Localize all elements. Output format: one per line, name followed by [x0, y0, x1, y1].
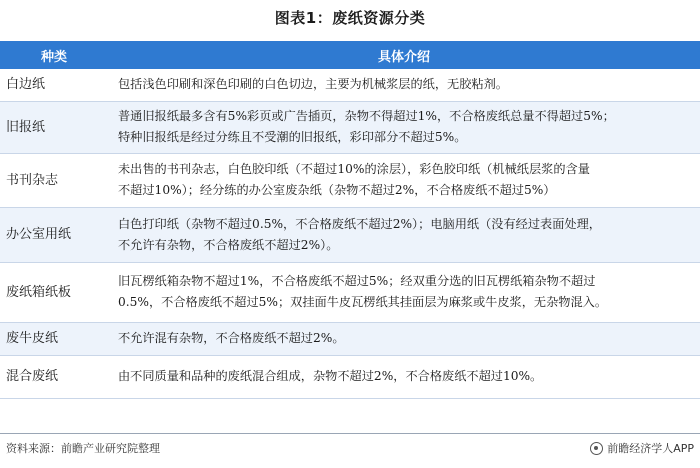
- description-line: 不超过10%）；经分练的办公室废杂纸（杂物不超过2%，不合格废纸不超过5%）: [118, 183, 556, 197]
- row-description: [108, 355, 700, 398]
- brand: [590, 440, 694, 456]
- row-kind: 废牛皮纸: [0, 322, 108, 355]
- description-line: 不允许混有杂物，不合格废纸不超过2%。: [118, 331, 345, 345]
- table-row: [0, 262, 700, 322]
- description-line: 特种旧报纸是经过分练且不受潮的旧报纸，彩印部分不超过5%。: [118, 130, 467, 144]
- table-row: [0, 355, 700, 398]
- table-row: [0, 322, 700, 355]
- description-line: 未出售的书刊杂志，白色胶印纸（不超过10%的涂层），彩色胶印纸（机械纸层浆的含量: [118, 162, 590, 176]
- row-description: [108, 153, 700, 207]
- brand-logo-icon: [590, 442, 603, 455]
- row-kind: 办公室用纸: [0, 207, 108, 262]
- description-line: 白色打印纸（杂物不超过0.5%，不合格废纸不超过2%）；电脑用纸（没有经过表面处理，: [118, 216, 601, 231]
- footer: [0, 433, 700, 468]
- row-kind: 废纸箱纸板: [0, 262, 108, 322]
- row-kind: 旧报纸: [0, 101, 108, 153]
- row-description: [108, 69, 700, 101]
- description-line: 0.5%，不合格废纸不超过5%；双挂面牛皮瓦楞纸其挂面层为麻浆或牛皮浆，无杂物混入。: [118, 295, 608, 309]
- header-kind: 种类: [0, 41, 108, 69]
- description-line: 包括浅色印刷和深色印刷的白色切边，主要为机械浆层的纸，无胶粘剂。: [118, 77, 508, 92]
- row-description: [108, 322, 700, 355]
- description-line: 普通旧报纸最多含有5%彩页或广告插页，杂物不得超过1%，不合格废纸总量不得超过5%；: [118, 109, 615, 123]
- table-row: [0, 207, 700, 262]
- row-kind: 书刊杂志: [0, 153, 108, 207]
- table-header-row: [0, 41, 700, 69]
- row-kind: 混合废纸: [0, 355, 108, 398]
- header-description: 具体介绍: [108, 41, 700, 69]
- row-description: [108, 262, 700, 322]
- table-row: [0, 69, 700, 101]
- table-row: [0, 153, 700, 207]
- chart-title: 图表1：废纸资源分类: [274, 9, 426, 27]
- classification-table-wrap: [0, 41, 700, 428]
- row-kind: 白边纸: [0, 69, 108, 101]
- row-description: [108, 207, 700, 262]
- description-line: 不允许有杂物，不合格废纸不超过2%）。: [118, 237, 339, 252]
- description-line: 旧瓦楞纸箱杂物不超过1%，不合格废纸不超过5%；经双重分选的旧瓦楞纸箱杂物不超过: [118, 274, 596, 288]
- source-note: 资料来源：前瞻产业研究院整理: [6, 442, 160, 455]
- row-description: [108, 101, 700, 153]
- table-row: [0, 101, 700, 153]
- classification-table: [0, 41, 700, 399]
- description-line: 由不同质量和品种的废纸混合组成，杂物不超过2%，不合格废纸不超过10%。: [118, 369, 543, 383]
- brand-name: 前瞻经济学人APP: [607, 442, 694, 455]
